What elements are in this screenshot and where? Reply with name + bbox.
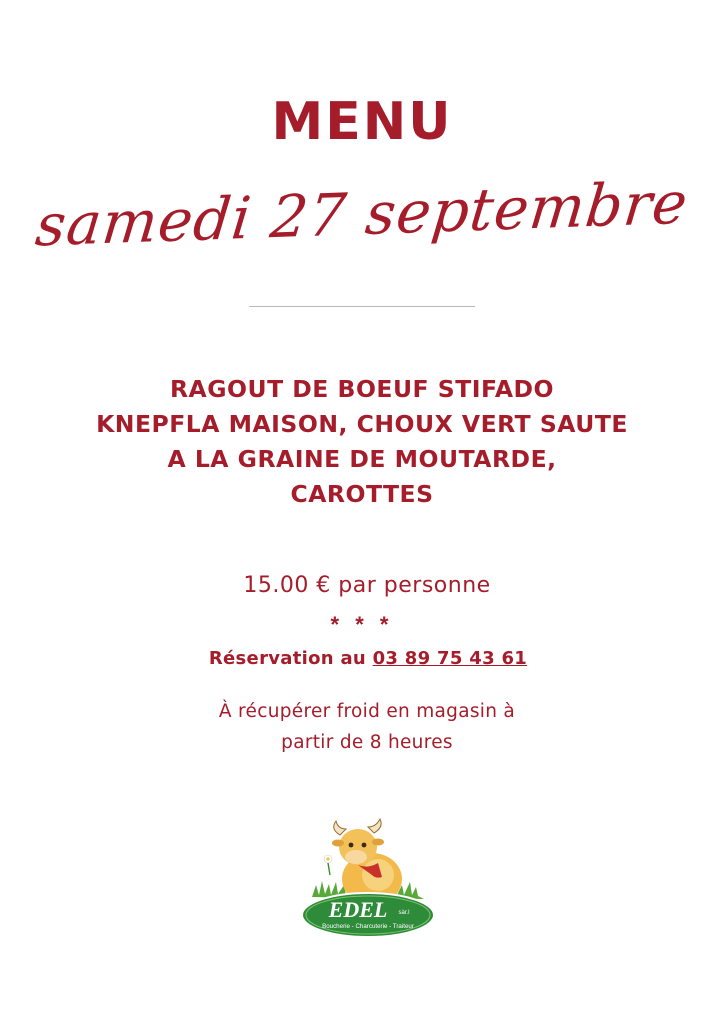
pickup-line-2: partir de 8 heures (281, 732, 453, 753)
price: 15.00 € par personne (243, 573, 491, 598)
menu-title: MENU (271, 92, 453, 152)
dish-description (0, 372, 724, 512)
reservation (0, 648, 724, 669)
dish-line-2: KNEPFLA MAISON, CHOUX VERT SAUTE (96, 410, 628, 438)
logo-tagline: Boucherie - Charcuterie - Traiteur (322, 923, 414, 930)
dish-line-1: RAGOUT DE BOEUF STIFADO (169, 375, 555, 403)
dish-line-4: CAROTTES (290, 480, 434, 508)
menu-date: samedi 27 septembre (32, 168, 692, 260)
pickup-info (0, 696, 724, 758)
edel-logo (298, 815, 438, 939)
reservation-label: Réservation au (208, 648, 367, 669)
logo-suffix: sàr.l (398, 910, 410, 916)
pickup-line-1: À récupérer froid en magasin à (218, 701, 516, 722)
phone-link[interactable]: 03 89 75 43 61 (372, 648, 528, 669)
divider (249, 306, 475, 307)
dish-line-3: A LA GRAINE DE MOUTARDE, (167, 445, 557, 473)
logo-brand: EDEL (328, 897, 388, 922)
separator-stars: * * * (330, 612, 394, 637)
cow-mascot-icon (298, 815, 438, 939)
